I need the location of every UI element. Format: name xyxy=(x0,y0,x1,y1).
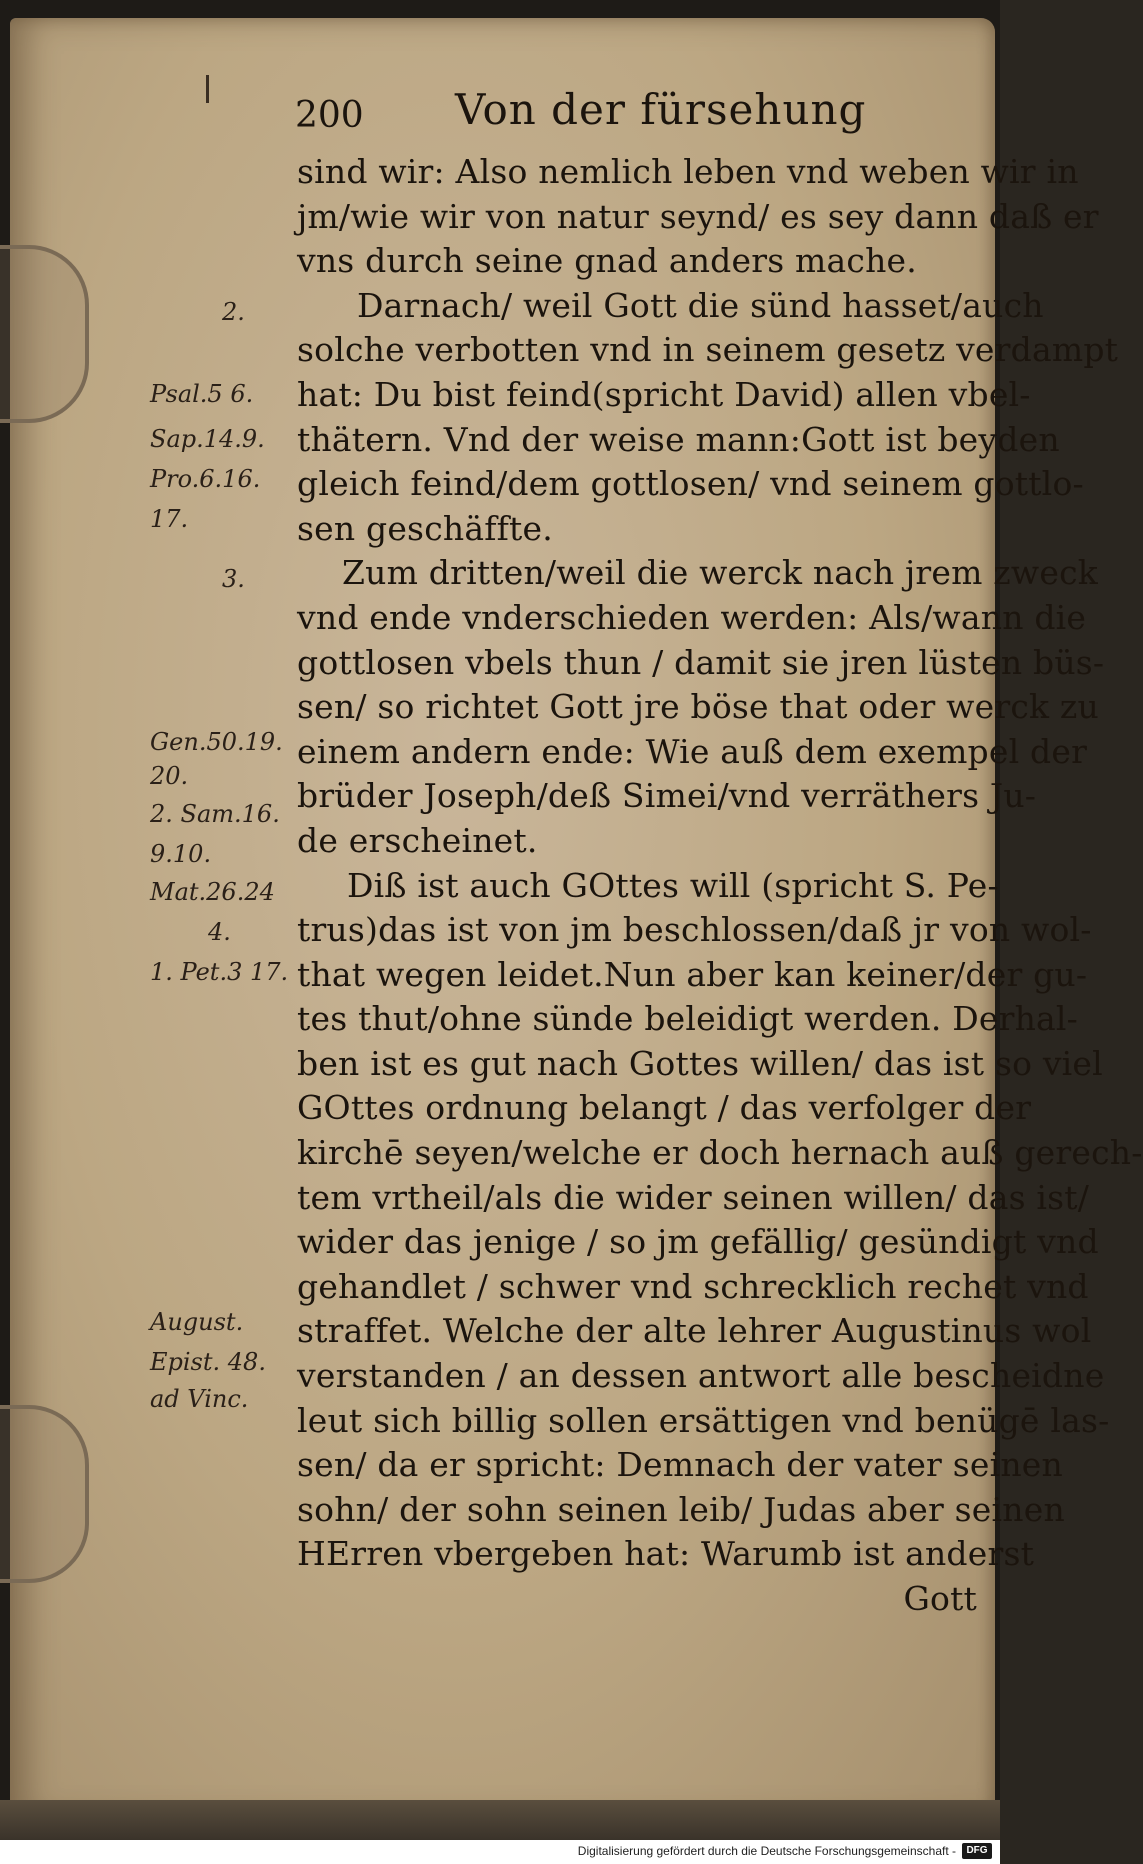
catchword: Gott xyxy=(903,1579,977,1618)
text-line: leut sich billig sollen ersättigen vnd benügē las- xyxy=(297,1400,1110,1440)
margin-note: Epist. 48. xyxy=(150,1348,266,1376)
text-line: ben ist es gut nach Gottes willen/ das ist so viel xyxy=(297,1043,1103,1083)
text-line: einem andern ende: Wie auß dem exempel der xyxy=(297,731,1088,771)
text-line: verstanden / an dessen antwort alle bescheidne xyxy=(297,1356,1105,1396)
text-line: sen/ so richtet Gott jre böse that oder werck zu xyxy=(297,687,1099,727)
text-line: vns durch seine gnad anders mache. xyxy=(297,241,917,281)
text-line: trus)das ist von jm beschlossen/daß jr von wol- xyxy=(297,910,1092,950)
text-line: hat: Du bist feind(spricht David) allen vbel- xyxy=(297,374,1031,414)
text-line: that wegen leidet.Nun aber kan keiner/der gu- xyxy=(297,954,1088,994)
text-line: brüder Joseph/deß Simei/vnd verräthers Ju- xyxy=(297,776,1037,816)
text-line: gleich feind/dem gottlosen/ vnd seinem gottlo- xyxy=(297,464,1084,504)
margin-mark xyxy=(206,75,209,103)
body-text xyxy=(297,150,1143,1622)
text-line: Diß ist auch GOttes will (spricht S. Pe- xyxy=(347,865,999,905)
text-line: de erscheinet. xyxy=(297,820,538,860)
margin-note: 20. xyxy=(150,762,189,790)
margin-note: Sap.14.9. xyxy=(150,425,265,453)
margin-note: ad Vinc. xyxy=(150,1385,249,1413)
text-line: gottlosen vbels thun / damit sie jren lüsten büs- xyxy=(297,642,1105,682)
text-line: tes thut/ohne sünde beleidigt werden. Derhal- xyxy=(297,999,1079,1039)
page-number: 200 xyxy=(295,95,364,136)
text-line: tem vrtheil/als die wider seinen willen/ das ist/ xyxy=(297,1177,1090,1217)
margin-note: 2. Sam.16. xyxy=(150,800,280,828)
text-line: kirchē seyen/welche er doch hernach auß gerech- xyxy=(297,1133,1143,1173)
text-line: sen/ da er spricht: Demnach der vater seinen xyxy=(297,1445,1063,1485)
page-clasp-top xyxy=(0,245,89,423)
text-line: vnd ende vnderschieden werden: Als/wann die xyxy=(297,597,1087,637)
page-edge xyxy=(0,1800,1000,1840)
page-clasp-bottom xyxy=(0,1405,89,1583)
margin-note: August. xyxy=(150,1308,244,1336)
margin-note: 3. xyxy=(222,565,245,593)
text-line: HErren vbergeben hat: Warumb ist anderst xyxy=(297,1534,1035,1574)
margin-note: Gen.50.19. xyxy=(150,728,283,756)
margin-note: Psal.5 6. xyxy=(150,380,254,408)
page-header xyxy=(295,85,995,155)
text-line: wider das jenige / so jm gefällig/ gesündigt vnd xyxy=(297,1222,1099,1262)
text-line: Darnach/ weil Gott die sünd hasset/auch xyxy=(357,285,1044,325)
text-line: Zum dritten/weil die werck nach jrem zweck xyxy=(342,553,1098,593)
margin-note: 2. xyxy=(222,298,245,326)
digitization-footer xyxy=(0,1840,1000,1864)
footer-credit: Digitalisierung gefördert durch die Deutsche Forschungsgemeinschaft - xyxy=(577,1844,956,1858)
margin-note: 17. xyxy=(150,505,189,533)
margin-note: 4. xyxy=(208,918,231,946)
text-line: straffet. Welche der alte lehrer Augustinus wol xyxy=(297,1311,1092,1351)
text-line: sohn/ der sohn seinen leib/ Judas aber seinen xyxy=(297,1489,1065,1529)
dfg-logo: DFG xyxy=(962,1843,992,1859)
text-line: jm/wie wir von natur seynd/ es sey dann daß er xyxy=(297,196,1099,236)
text-line: solche verbotten vnd in seinem gesetz verdampt xyxy=(297,330,1119,370)
running-head: Von der fürsehung xyxy=(455,85,867,134)
text-line: sen geschäffte. xyxy=(297,508,553,548)
margin-note: Pro.6.16. xyxy=(150,465,261,493)
text-line: gehandlet / schwer vnd schrecklich rechet vnd xyxy=(297,1266,1089,1306)
margin-note: 1. Pet.3 17. xyxy=(150,958,289,986)
text-line: sind wir: Also nemlich leben vnd weben wir in xyxy=(297,152,1079,191)
margin-note: 9.10. xyxy=(150,840,212,868)
margin-note: Mat.26.24 xyxy=(150,878,275,906)
text-line: thätern. Vnd der weise mann:Gott ist beyden xyxy=(297,419,1060,459)
text-line: GOttes ordnung belangt / das verfolger der xyxy=(297,1088,1032,1128)
